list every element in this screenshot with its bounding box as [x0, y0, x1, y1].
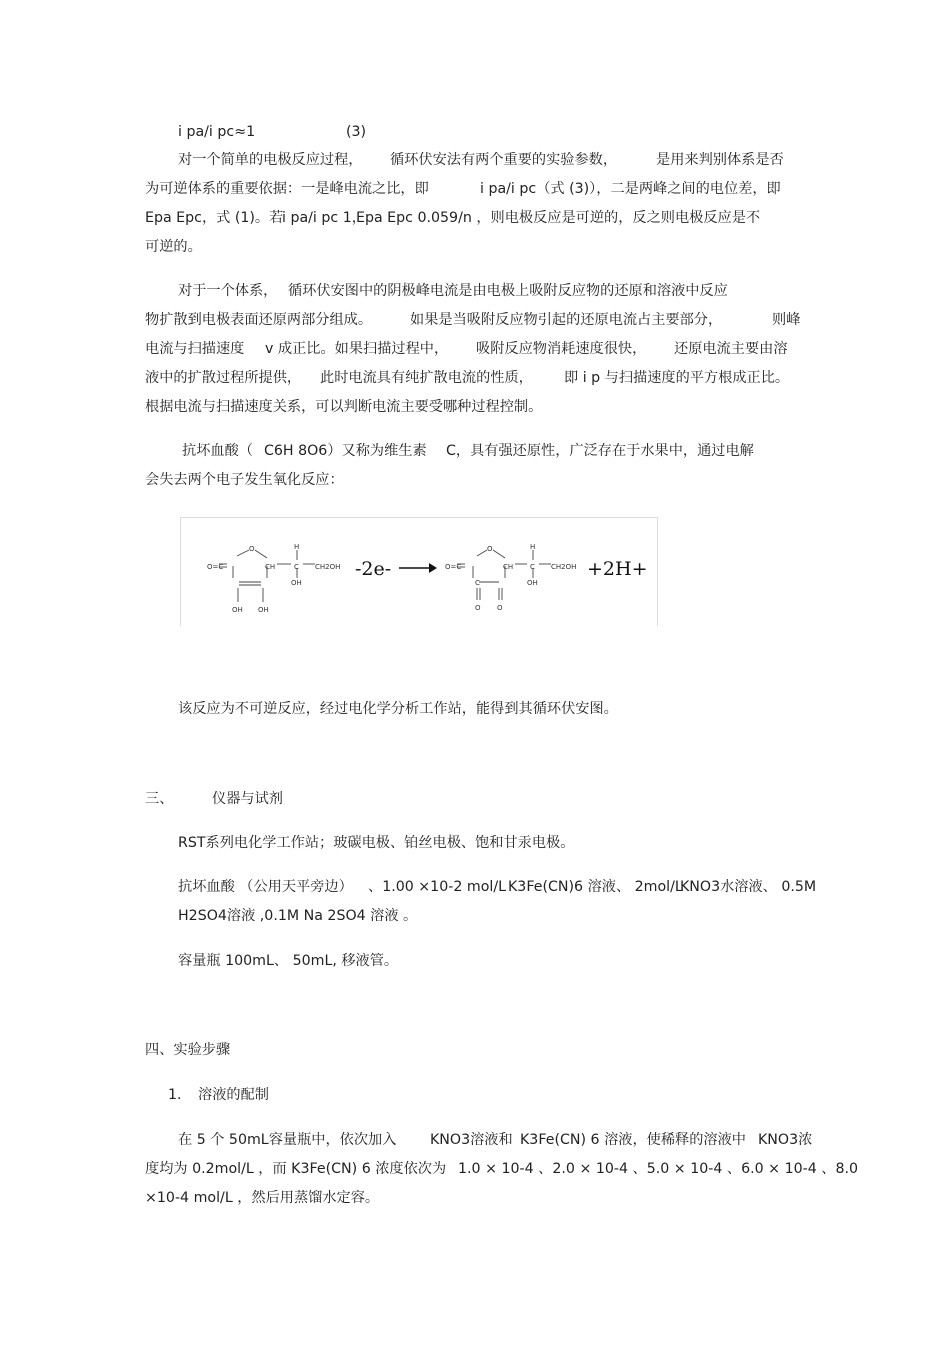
text-segment: 是用来判别体系是否 — [656, 152, 784, 168]
text-segment: 循环伏安法有两个重要的实验参数， — [390, 152, 618, 168]
atom-label: CH — [265, 563, 276, 571]
atom-label: C — [294, 563, 299, 571]
text-segment: 根据电流与扫描速度关系，可以判断电流主要受哪种过程控制。 — [145, 399, 543, 415]
atom-label: CH — [503, 563, 514, 571]
text-segment: 为可逆体系的重要依据：一是峰电流之比，即 — [145, 181, 429, 197]
atom-label: OH — [527, 579, 538, 587]
text-segment: 度均为 0.2mol/L ，而 K3Fe(CN) 6 浓度依次为 — [145, 1161, 447, 1177]
bond — [477, 550, 487, 556]
atom-label: O=C — [445, 563, 462, 571]
reaction-arrow-head — [429, 563, 437, 573]
text-segment: 抗坏血酸（ — [182, 443, 253, 459]
text-segment: Epa Epc，式 (1)。若 — [145, 210, 284, 226]
text-segment: i pa/i pc 1， — [282, 210, 366, 226]
text-segment: 循环伏安图中的阴极峰电流是由电极上吸附反应物的还原和溶液中反应 — [288, 283, 728, 299]
equation-3-formula: i pa/i pc≈1 — [178, 124, 256, 140]
text-segment: 液中的扩散过程所提供， — [145, 370, 302, 386]
minus-2e-label: -2e- — [355, 558, 392, 580]
text-segment: ×10-4 mol/L ，然后用蒸馏水定容。 — [145, 1190, 380, 1206]
text-segment: Epa Epc 0.059/n ，则电极反应是可逆的，反之则电极反应是不 — [356, 210, 761, 226]
text-segment: KNO3溶液和 — [430, 1132, 513, 1148]
atom-label: OH — [258, 606, 269, 614]
atom-label: OH — [232, 606, 243, 614]
text-segment: 容量瓶 100mL、 50mL, 移液管。 — [178, 953, 399, 969]
atom-label: O — [497, 604, 503, 612]
text-segment: C，具有强还原性，广泛存在于水果中，通过电解 — [446, 443, 754, 459]
atom-label: CH2OH — [315, 563, 341, 571]
bond — [255, 550, 267, 558]
text-segment: 在 5 个 50mL容量瓶中，依次加入 — [178, 1132, 397, 1148]
step1-number: 1. — [168, 1087, 182, 1103]
text-segment: 电流与扫描速度 — [145, 341, 245, 357]
atom-label: CH2OH — [551, 563, 577, 571]
text-segment: C6H 8O6）又称为维生素 — [264, 443, 427, 459]
text-segment: 则峰 — [772, 312, 801, 328]
plus-2h-label: +2H+ — [587, 558, 648, 580]
text-segment: i pa/i pc（式 (3)），二是两峰之间的电位差，即 — [480, 181, 781, 197]
section4-title: 四、实验步骤 — [145, 1042, 231, 1058]
section3-title: 仪器与试剂 — [212, 791, 283, 807]
text-segment: H2SO4溶液 ,0.1M Na 2SO4 溶液 。 — [178, 908, 418, 924]
text-segment: 如果是当吸附反应物引起的还原电流占主要部分， — [410, 312, 723, 328]
atom-label: C — [475, 579, 480, 587]
text-segment: 物扩散到电极表面还原两部分组成。 — [145, 312, 373, 328]
text-segment: 还原电流主要由溶 — [674, 341, 788, 357]
atom-label: H — [530, 543, 536, 551]
text-segment: KNO3浓 — [758, 1132, 813, 1148]
atom-label: H — [294, 543, 300, 551]
text-segment: 抗坏血酸 （公用天平旁边） — [178, 879, 353, 895]
reaction-figure — [180, 517, 658, 626]
bond — [237, 550, 249, 556]
text-segment: RST系列电化学工作站；玻碳电极、铂丝电极、饱和甘汞电极。 — [178, 835, 575, 851]
text-segment: 、1.00 ×10-2 mol/L — [368, 879, 507, 895]
atom-label: O — [487, 545, 493, 553]
text-segment: 吸附反应物消耗速度很快， — [476, 341, 647, 357]
atom-label: C — [530, 563, 535, 571]
atom-label: O — [249, 545, 255, 553]
equation-3-number: (3) — [346, 124, 367, 140]
atom-label: O — [475, 604, 481, 612]
section3-number: 三、 — [145, 791, 174, 807]
atom-label: O=C — [207, 563, 224, 571]
text-segment: 可逆的。 — [145, 239, 202, 255]
reaction-scheme — [181, 518, 657, 626]
text-segment: 该反应为不可逆反应，经过电化学分析工作站，能得到其循环伏安图。 — [178, 701, 618, 717]
text-segment: v 成正比。如果扫描过程中， — [265, 341, 449, 357]
text-segment: 1.0 × 10-4 、2.0 × 10-4 、5.0 × 10-4 、6.0 × 10-4 、8.0 — [458, 1161, 859, 1177]
text-segment: 对于一个体系， — [178, 283, 278, 299]
text-segment: 对一个简单的电极反应过程， — [178, 152, 363, 168]
atom-label: OH — [291, 579, 302, 587]
text-segment: 即 i p 与扫描速度的平方根成正比。 — [564, 370, 790, 386]
text-segment: K3Fe(CN) 6 溶液，使稀释的溶液中 — [520, 1132, 746, 1148]
text-segment: 此时电流具有纯扩散电流的性质， — [320, 370, 533, 386]
text-segment: KNO3水溶液、 0.5M — [680, 879, 817, 895]
step1-title: 溶液的配制 — [198, 1087, 269, 1103]
text-segment: 会失去两个电子发生氧化反应： — [145, 472, 344, 488]
text-segment: K3Fe(CN)6 溶液、 2mol/L — [508, 879, 683, 895]
bond — [493, 550, 505, 558]
